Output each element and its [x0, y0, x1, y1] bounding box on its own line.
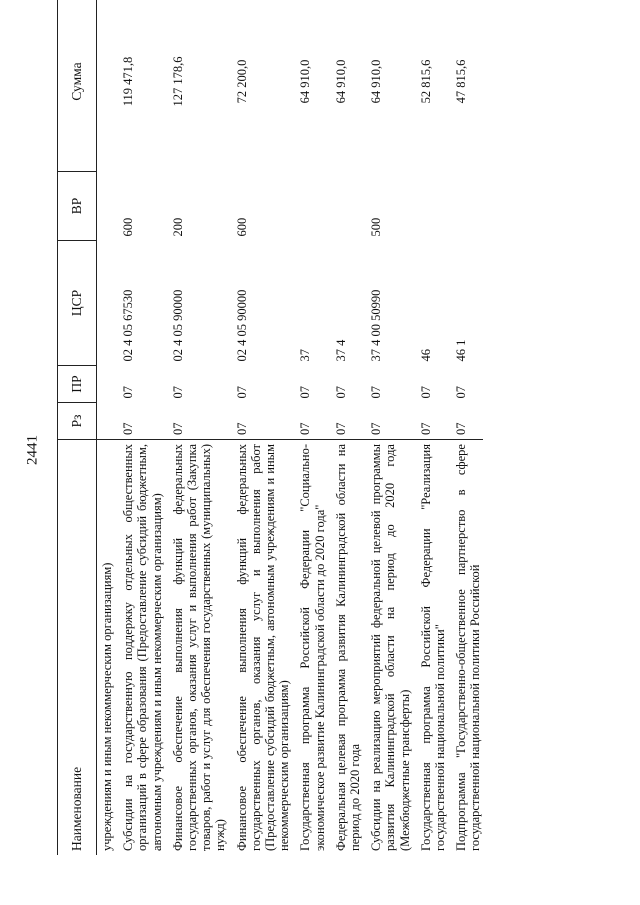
row-sum: 52 815,6 [418, 59, 433, 104]
header-rz: Рз [58, 403, 97, 440]
row-csr: 02 4 05 90000 [170, 289, 185, 362]
table-header-row [58, 0, 97, 855]
row-vr [295, 172, 330, 241]
row-vr [97, 172, 119, 241]
row-vr [451, 172, 482, 241]
row-name: Финансовое обеспечение выполнения функций федеральных государственных органов, оказания услуг и выполнения работ (Предоставление субсидий бюджетным, автономным учреждениям и иным некоммерческим организациям) [232, 440, 296, 856]
row-rz: 07 [121, 422, 136, 435]
table-row [168, 0, 232, 855]
row-rz [97, 403, 119, 440]
row-vr: 500 [369, 217, 384, 237]
row-sum [97, 0, 119, 172]
row-pr: 07 [454, 386, 469, 399]
row-vr: 600 [234, 217, 249, 237]
row-pr: 07 [234, 386, 249, 399]
row-name: Государственная программа Российской Федерации "Реализация государственной национальной политики" [416, 440, 451, 856]
row-rz: 07 [418, 422, 433, 435]
header-csr: ЦСР [58, 241, 97, 366]
row-rz: 07 [454, 422, 469, 435]
row-rz: 07 [333, 422, 348, 435]
table-row [331, 0, 366, 855]
budget-table-page [57, 45, 582, 855]
table-row [295, 0, 330, 855]
row-name: Финансовое обеспечение выполнения функций федеральных государственных органов, оказания услуг и выполнения работ (Закупка товаров, работ и услуг для обеспечения государственных (муниципальных) нужд) [168, 440, 232, 856]
budget-table [57, 0, 483, 855]
row-pr: 07 [333, 386, 348, 399]
row-sum: 72 200,0 [234, 59, 249, 104]
row-rz: 07 [234, 422, 249, 435]
row-csr: 37 4 00 50990 [369, 289, 384, 362]
page-number-text: 2441 [24, 435, 41, 465]
row-vr [416, 172, 451, 241]
row-sum: 119 471,8 [121, 56, 136, 107]
table-row [451, 0, 482, 855]
row-pr: 07 [418, 386, 433, 399]
row-sum: 47 815,6 [454, 59, 469, 104]
row-csr: 02 4 05 67530 [121, 289, 136, 362]
row-name: Федеральная целевая программа развития Калининградской области на период до 2020 года [331, 440, 366, 856]
row-pr: 07 [121, 386, 136, 399]
row-rz: 07 [369, 422, 384, 435]
table-row [232, 0, 296, 855]
row-csr: 37 [298, 349, 313, 362]
header-name: Наименование [58, 440, 97, 856]
row-pr: 07 [298, 386, 313, 399]
row-vr [331, 172, 366, 241]
row-pr: 07 [170, 386, 185, 399]
row-csr: 46 1 [454, 339, 469, 362]
row-name: Подпрограмма "Государственно-общественное партнерство в сфере государственной национальной политики Российской [451, 440, 482, 856]
row-rz: 07 [298, 422, 313, 435]
row-sum: 64 910,0 [298, 59, 313, 104]
row-sum: 64 910,0 [333, 59, 348, 104]
header-sum: Сумма [58, 0, 97, 172]
row-csr: 02 4 05 90000 [234, 289, 249, 362]
row-name: Субсидии на реализацию мероприятий федеральной целевой программы развития Калининградской области на период до 2020 года (Межбюджетные трансферты) [366, 440, 416, 856]
row-rz: 07 [170, 422, 185, 435]
table-row [118, 0, 168, 855]
header-vr: ВР [58, 172, 97, 241]
row-name: Субсидии на государственную поддержку отдельных общественных организаций в сфере образования (Предоставление субсидий бюджетным, автономным учреждениям и иным некоммерческим организациям) [118, 440, 168, 856]
table-row [366, 0, 416, 855]
row-csr: 46 [418, 349, 433, 362]
header-pr: ПР [58, 366, 97, 403]
table-row [97, 0, 119, 855]
row-csr: 37 4 [333, 339, 348, 362]
row-sum: 127 178,6 [170, 56, 185, 107]
row-pr: 07 [369, 386, 384, 399]
row-vr: 200 [170, 217, 185, 237]
row-sum: 64 910,0 [369, 59, 384, 104]
row-name: Государственная программа Российской Федерации "Социально-экономическое развитие Калининградской области до 2020 года" [295, 440, 330, 856]
row-vr: 600 [121, 217, 136, 237]
row-pr [97, 366, 119, 403]
table-row [416, 0, 451, 855]
row-csr [97, 241, 119, 366]
row-name: учреждениям и иным некоммерческим организациям) [97, 440, 119, 856]
